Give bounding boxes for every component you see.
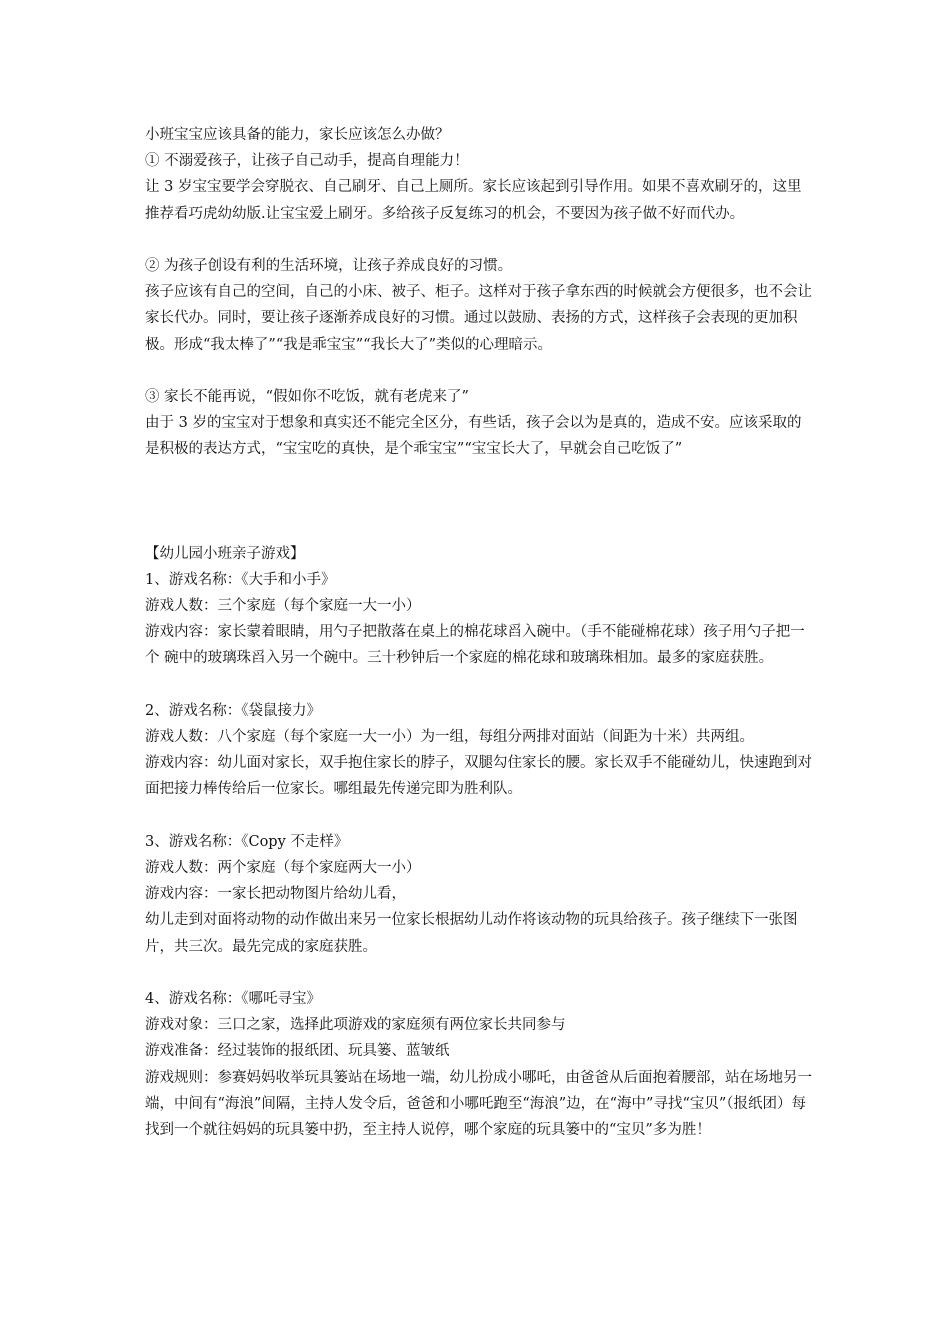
game-4-preparation: 游戏准备：经过装饰的报纸团、玩具篓、蓝皱纸: [145, 1043, 450, 1060]
point-3-heading: ③ 家长不能再说，“假如你不吃饭，就有老虎来了”: [145, 389, 469, 405]
spacer: [145, 358, 813, 384]
spacer: [145, 672, 813, 698]
game-1-content: 游戏内容：家长蒙着眼睛，用勺子把散落在桌上的棉花球舀入碗中。（手不能碰棉花球）孩子用勺子把一个 碗中的玻璃珠舀入另一个碗中。三十秒钟后一个家庭的棉花球和玻璃珠相加。最多的家庭获胜。: [145, 624, 805, 667]
point-2-heading: ② 为孩子创设有利的生活环境，让孩子养成良好的习惯。: [145, 258, 513, 274]
point-1-heading: ① 不溺爱孩子，让孩子自己动手，提高自理能力！: [145, 153, 469, 170]
game-1-name: 1、游戏名称：《大手和小手》: [145, 571, 336, 588]
game-3-name: 3、游戏名称：《Copy 不走样》: [145, 833, 349, 850]
game-3-players: 游戏人数：两个家庭（每个家庭两大一小）: [145, 860, 421, 877]
point-3-body: 由于 3 岁的宝宝对于想象和真实还不能完全区分，有些话，孩子会以为是真的，造成不安。应该采取的是积极的表达方式，“宝宝吃的真快，是个乖宝宝”“宝宝长大了，早就会自己吃饭了”: [145, 415, 802, 458]
game-4-name: 4、游戏名称：《哪吒寻宝》: [145, 991, 321, 1008]
spacer: [145, 803, 813, 829]
point-1-body: 让 3 岁宝宝要学会穿脱衣、自己刷牙、自己上厕所。家长应该起到引导作用。如果不喜欢刷牙的，这里推荐看巧虎幼幼版.让宝宝爱上刷牙。多给孩子反复练习的机会，不要因为孩子做不好而代办。: [145, 179, 802, 222]
game-2-content: 游戏内容：幼儿面对家长，双手抱住家长的脖子，双腿勾住家长的腰。家长双手不能碰幼儿，快速跑到对面把接力棒传给后一位家长。哪组最先传递完即为胜利队。: [145, 755, 812, 798]
game-1-players: 游戏人数：三个家庭（每个家庭一大一小）: [145, 598, 421, 615]
point-2-body: 孩子应该有自己的空间，自己的小床、被子、柜子。这样对于孩子拿东西的时候就会方便很多，也不会让家长代办。同时，要让孩子逐渐养成良好的习惯。通过以鼓励、表扬的方式，这样孩子会表现的更加积极。形成“我太棒了”“我是乖宝宝”“我长大了”类似的心理暗示。: [145, 284, 812, 353]
game-3-content: 游戏内容：一家长把动物图片给幼儿看，: [145, 886, 406, 903]
spacer: [145, 463, 813, 541]
game-4-players: 游戏对象：三口之家，选择此项游戏的家庭须有两位家长共同参与: [145, 1017, 566, 1034]
game-2-name: 2、游戏名称：《袋鼠接力》: [145, 702, 321, 719]
game-4-rules: 游戏规则：参赛妈妈收举玩具篓站在场地一端，幼儿扮成小哪吒，由爸爸从后面抱着腰部，站在场地另一端，中间有“海浪”间隔，主持人发令后，爸爸和小哪吒跑至“海浪”边，在“海中”寻找“宝贝”（报纸团）每找到一个就往妈妈的玩具篓中扔，至主持人说停，哪个家庭的玩具篓中的“宝贝”多为胜！: [145, 1069, 812, 1139]
document-body: [145, 122, 813, 1143]
spacer: [145, 960, 813, 986]
spacer: [145, 227, 813, 253]
game-2-players: 游戏人数：八个家庭（每个家庭一大一小）为一组，每组分两排对面站（间距为十米）共两组。: [145, 729, 754, 746]
game-3-content-continued: 幼儿走到对面将动物的动作做出来另一位家长根据幼儿动作将该动物的玩具给孩子。孩子继续下一张图片，共三次。最先完成的家庭获胜。: [145, 912, 798, 955]
section-title: 小班宝宝应该具备的能力，家长应该怎么办做？: [145, 127, 450, 143]
games-section-title: 【幼儿园小班亲子游戏】: [145, 545, 305, 562]
